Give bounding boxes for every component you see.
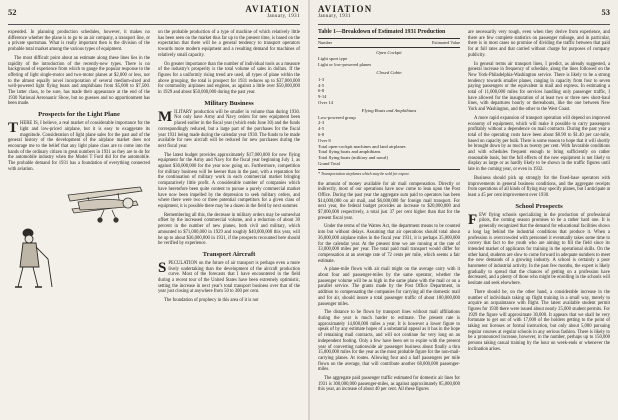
table-row-label: 9-14 [318,94,327,100]
table-row [318,62,460,68]
table-row-number [392,100,426,106]
drop-cap: M [158,108,173,125]
table-row-label: Total open-cockpit machines and land airplanes [318,143,406,149]
paragraph: A more rapid expansion of transport operation will depend on improved economy of equipment, which will make it possible to carry passengers profitably without a dependence on mail contracts. During the past year a total of the operating costs have been about $0.90 to $1.40 per car-mile, based on capacity per bulk. There is some reason to hope that it will shortly be brought down by as much as twenty per cent. With favorable conditions and with schedules frequent enough to bring sufficiently on rather reasonable basis, but the full effects of the new equipment is not likely to display as large or as hardly likely to be shown in the traffic figures until late in the coming year, or even in 1932. [468,115,610,173]
masthead-date: January, 1931 [267,14,300,19]
masthead-date: January, 1931 [318,14,351,19]
table-body [318,50,460,167]
table-section-heading: Closed Cabin [376,69,402,75]
table-row-label: Total flying boats (military and naval) [318,155,388,161]
paragraph: are necessarily very rough, even when they derive from experience, and there are few complete statistics on passenger mileage, and in particular, there is in most cases no promise of dividing the traffic between that paid for at full rates and that carried without charge for purposes of company publicity. [468,30,610,58]
paragraph-text: ILITARY production will be smaller in volume than during 1930. Not only have Army and Navy orders for new equipment been placed earlier in the fiscal year (which ends June 30) and the funds correspondingly reduced, but a large part of the purchases for the fiscal year 1931 being made during the calendar year 1930. The funds to be made available for new aircraft will be reduced for new purchases during the next fiscal year. [158,109,300,149]
paragraph: The most difficult point about an estimate along these lines lies in the rapidity of the introduction of the recently-new types. There is no background of experience from which to gauge the popular response to the offering of light single-motor and two-motor planes at $2,000 or less, nor to the almost equally novel incorporation of several medium-sized and well-powered light flying boats and amphibians from $5,000 to $7,500. The latter class, to be sure, has made their appearance at the end of the 1930 National Aeronautic Show, but no guesses and no apportionment has been made. [8,55,150,107]
right-page [310,0,618,420]
table-title: Table 1—Breakdown of Estimated 1931 Production [318,29,446,35]
paragraph: Under the terms of the Watres Act, the department means to be counted into but without delays. Assuming that air operations should total about 36,000,000 airplane miles in the fiscal year 1931, it is perhaps 35,000,000 for the calendar year. At the present time we are running at the rate of 33,000,000 miles per year. The total paid mail transport would differ for compensation at an average rate of 72 cents per mile, which seems a fair estimate. [318,224,460,264]
paragraph: A plane-mile flown with air mail might on the average carry with it about four and passenger-miles by the same operator, whether the passenger volume will be as high in the same plane with the mail or on a parallel service. The grants made by the Post Office Department, in addition to compensating the companies for carrying all the domestic mail and for air, should insure a total passenger traffic of about 180,000,000 passenger miles. [318,267,460,307]
section-heading: Military Business [204,99,254,107]
table-col-number: Number [318,39,333,45]
illustration [8,175,150,293]
right-column-2 [468,30,610,396]
table-row-label: Light sport type [318,56,348,62]
table-row-number [392,161,426,167]
table-row-label: 4-5 [318,82,325,88]
table-header [318,38,460,48]
right-page-header [318,4,610,25]
person-drawing [15,229,52,287]
airplane-drawing [68,187,142,222]
table-row-label: 6-8 [318,131,325,137]
paragraph: the amount of money available for air mail compensation. Directly or indirectly, most of our operations have now come to lean upon the Post Office. During the past year the aggregate sum paid to operators has been $14,000,000 on air mail, and $6,000,000 for foreign mail transport. For next year, the federal budget provides an increase to $20,000,000 and $7,000,000 respectively, a total just 37 per cent higher than that for the present fiscal year. [318,181,460,221]
table-row-label: Grand Total [318,160,340,166]
paragraph [468,213,610,287]
table-row-label: Light or low-powered planes [318,62,372,68]
paragraph: on the probable production of a type of machine of which relatively little has been seen on the market thus far up to the present time, is based on the expectation that there will be a general tendency to transport operators towards more modern equipment and a resulting demand for machines of relatively small capacity. [158,30,300,58]
left-page-header [8,4,300,25]
table-row-label: 6-8 [318,88,325,94]
paragraph-text: EW flying schools specializing in the production of professional pilots, the coming season promises to be a rather hard one. It is generally recognized that the demand for educational facilities shows a long lag behind the industrial conditions that produce it. When a profession is overcrowded with personnel it eventually takes some time to convey that fact to the youth who are aiming to fill the field since its intended market of applicants for training in the operational skills. On the other hand, students are slow to come forward in adequate numbers to meet the new demands of a growing industry. A school is certainly a poor barometer of industrial activity. In the past few months, the expert is likely gradually to spread that the chances of getting on a profession have decreased, and a plenty of those who might be enrolling in the schools will hesitate and seek elsewhere. [468,212,610,287]
masthead [245,5,300,20]
right-columns [318,30,610,396]
paragraph: There should be, on the other hand, a considerable increase in the number of individuals taking up flight training in a small way, merely to acquire an acquaintance with flight. The latest available student permit figures for 1930 there were issued about nearly 25,000 student permits. For 1929 the figure will approximate 30,000. It appears that we shall be very fortunate to get out of with 17,000 of the holders getting to the point of taking out licenses or formal instruction, but only about 5,000 pursuing regular courses at regular schools in any serious fashion. There is likely to be a pronounced increase, however, in the number, perhaps up to 150,000 persons taking casual training by the hour on week-ends or whenever the inclination arises. [468,289,610,352]
paragraph-text: PECULATION on the future of air transport is perhaps even a more lively undertaking than the development of the aircraft production curve. Most of the forecasts that I have encountered in the field during a recent tour of the United States have been extremely optimistic, setting the increase in next year's total transport business over that of the year just closing at anywhere from 50 to 300 per cent. [158,260,300,295]
table-row-label: Over 8 [318,137,331,143]
paragraph: The latest budget provides approximately $17,000,000 for new flying equipment for the Army and Navy for the fiscal year beginning July 1, as against $30,000,000 for the year now going on. Furthermore, competition for military business will be keener than in the past, with a reputation for the continuation of military work in each commercial market bringing comparatively little profit. A considerable number of companies which have heretofore been quite content to pursue a purely commercial market have now been impelled by the depression to seek military orders, and where there were two or three potential competitors for a given class of equipment, it is possible there may be a dozen in the field by next summer. [158,152,300,209]
paragraph: The distance to be flown by transport lines without mail affiliations during the year is much harder to estimate. The present rate is approximately 14,000,000 miles a year. It is however a lower figure to speak of by any estimate hopes of a substantial appeal as it has in the hope of remaining mail contracts, and will not continue for very long on an independent footing. Only a few have been set to expire with the present year of converting nationwide air passenger business about finally a thru 15,000,000 miles for the year as the most probable figure for the non-mail-carrying planes. At routes. Allowing four and a half passengers per mile flown on the average, that will contribute another 68,000,000 passenger-miles. [318,310,460,373]
paragraph [158,110,300,150]
paragraph: The aggregate paid passenger traffic estimated for domestic air lines for 1931 is 300,000,000 passenger-miles, as against approximately 85,000,000 this year, an increase of about 40 per cent. All these figures [318,376,460,393]
drop-cap: T [8,120,19,137]
masthead-title: AVIATION [245,4,300,14]
paragraph: Remembering all this, the decrease in military orders may be somewhat offset by the increased commercial volume, and a reduction of about 30 percent in the number of new planes, both civil and military, which amounted to $71,000,000 in 1929 and roughly $40,000,000 this year, will be up to about $36,000,000 in 1931, if the prospects recounted here should be verified by experience. [158,212,300,247]
production-table [318,30,460,177]
paragraph: Business should pick up strongly for the fixed-base operators with improvements in general business conditions, and the aggregate receipts from operations of all kinds of flying may specify planes, but I anticipate at least a 45 per cent improvement over 1930. [468,175,610,198]
right-column-1 [318,30,460,396]
table-row-label: 4-5 [318,126,325,132]
paragraph [8,121,150,172]
table-row [318,161,460,167]
table-col-value: Estimated Value [432,39,460,45]
table-row-value [426,161,460,167]
page-number: 52 [8,7,17,17]
illustration-drawing [8,175,150,293]
table-row-number [392,62,426,68]
section-heading: Transport Aircraft [202,250,256,258]
left-page [0,0,308,420]
table-section-heading: Open Cockpit [376,49,402,55]
paragraph [158,261,300,295]
table-footnote: * Transportation airplanes which may be sold for export. [318,169,460,177]
table-row-value [426,62,460,68]
masthead [318,5,373,20]
table-row-label: 1-3 [318,76,325,82]
paragraph: The foundation of prophecy in this area of it is not [164,298,259,304]
page-number: 53 [601,7,610,17]
left-column-2 [158,30,300,307]
paragraph: In general terms air transport lines, I predict, as already suggested, a general increase in frequency of schedule, along the lines followed on the New York-Philadelphia-Washington service. There is likely to be a strong tendency towards smaller planes, ranging in capacity from four to seven paying passengers or the equivalent in mail and express. In estimating a total of 11,000,000 miles for services handling only passenger traffic, I have allowed for the inauguration of at least two or three new short-haul lines, with departures hourly or thereabouts, like the one between New York and Washington, and the other to the West Coast. [468,61,610,113]
left-column-1 [8,30,150,307]
table-row-label: Total flying boats and amphibians [318,149,381,155]
table-row [318,100,460,106]
paragraph: expended. In planning production schedules, however, it makes no difference whether the plane is to go to an air company, a transport line, or a private sportsman. What is really important then is the division of the probable total market among the various types of equipment. [8,30,150,53]
left-columns [8,30,300,307]
paragraph: On greater importance than the number of individual tools as a measure of the industry's prosperity is the total volume of sales in dollars. If the figures for a uniformly rising trend are used, all types of plane within the above grouping, the total is prospect for 1931 reduces up to $37,000,000 for commodity airplanes and engines, as against a little over $50,000,000 in 1929 and about $50,000,000 during the past year. [158,61,300,96]
table-row-value [426,100,460,106]
drop-cap: S [158,259,167,276]
section-heading: School Prospects [515,202,563,210]
table-row-label: Low-powered group [318,114,356,120]
table-row-label: Over 14 [318,99,333,105]
masthead-title: AVIATION [318,4,373,14]
table-section-heading: Flying Boats and Amphibians [361,107,417,113]
section-heading: Prospects for the Light Plane [38,111,120,119]
drop-cap: F [468,211,478,228]
paragraph-text: HERE IS, I believe, a real market of considerable importance for the light and low-priced airplane, but it is easy to exaggerate its magnitude. Consideration of light plane sales for the past and of the general history of the development of the airplane market does not encourage me to the belief that any light plane class are to come into the hands of the ordinary citizen in great numbers in 1931 as they are to do for the automobile industry when the Model T Ford did for the automobile. The probable demand for 1931 has a foundation of everything connected with aviation. [8,121,150,172]
table-row-label: 2-3 [318,120,325,126]
